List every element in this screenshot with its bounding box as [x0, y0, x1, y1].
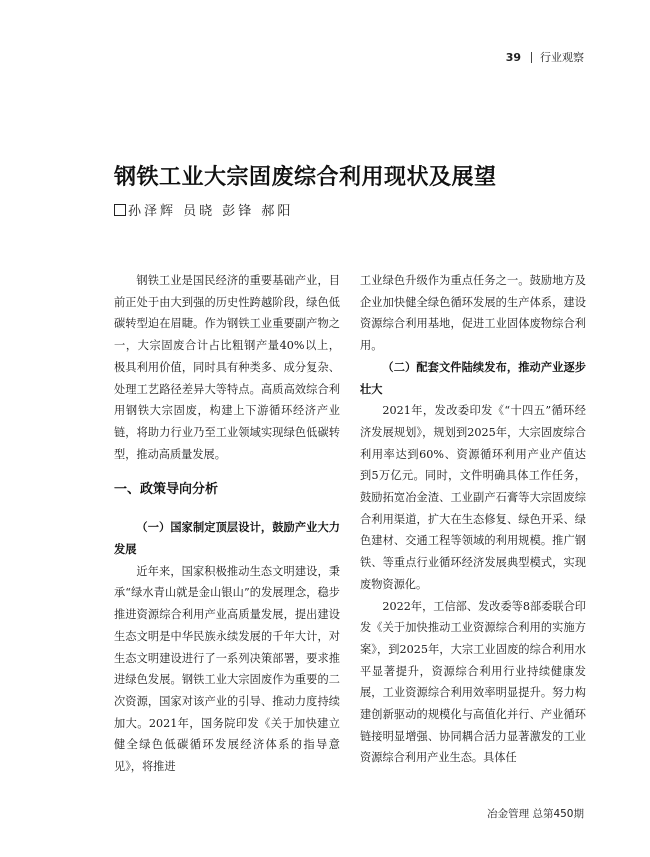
running-header	[506, 49, 584, 65]
authors: 孙泽辉 员晓 彭锋 郝阳	[128, 204, 294, 219]
left-column	[114, 270, 340, 778]
body-paragraph: 2022年，工信部、发改委等8部委联合印发《关于加快推动工业资源综合利用的实施方案》，到2025年，大宗工业固废的综合利用水平显著提升，资源综合利用行业持续健康发展，工业资源综合利用效率明显提升。努力构建创新驱动的规模化与高值化并行、产业循环链接明显增强、协同耦合活力显著激发的工业资源综合利用产业生态。具体任	[360, 599, 586, 765]
section-heading: 一、政策导向分析	[114, 482, 219, 498]
article-title: 钢铁工业大宗固废综合利用现状及展望	[114, 165, 497, 190]
subsection-heading: （一）国家制定顶层设计，鼓励产业大力发展	[114, 521, 340, 557]
section-label: 行业观察	[540, 51, 584, 64]
author-line	[114, 200, 293, 219]
page-number: 39	[505, 50, 521, 64]
subsection-heading: （二）配套文件陆续发布，推动产业逐步壮大	[360, 360, 586, 396]
body-paragraph-continued: 工业绿色升级作为重点任务之一。鼓励地方及企业加快健全绿色循环发展的生产体系，建设资源综合利用基地，促进工业固体废物综合利用。	[360, 274, 586, 353]
body-paragraph: 2021年，发改委印发《“十四五”循环经济发展规划》，规划到2025年，大宗固废综合利用率达到60%、资源循环利用产业产值达到5万亿元。同时，文件明确具体工作任务，鼓励拓宽冶金渣、工业副产石膏等大宗固废综合利用渠道，扩大在生态修复、绿色开采、绿色建材、交通工程等领域的利用规模。推广钢铁、等重点行业循环经济发展典型模式，实现废物资源化。	[360, 404, 586, 591]
right-column	[360, 270, 586, 769]
abstract-paragraph: 钢铁工业是国民经济的重要基础产业，目前正处于由大到强的历史性跨越阶段，绿色低碳转型迫在眉睫。作为钢铁工业重要副产物之一，大宗固废合计占比粗钢产量40%以上，极具利用价值，同时具有种类多、成分复杂、处理工艺路径差异大等特点。高质高效综合利用钢铁大宗固废，构建上下游循环经济产业链，将助力行业乃至工业领域实现绿色低碳转型，推动高质量发展。	[114, 274, 340, 461]
header-divider	[531, 52, 532, 63]
body-paragraph: 近年来，国家积极推动生态文明建设，秉承“绿水青山就是金山银山”的发展理念，稳步推进资源综合利用产业高质量发展，提出建设生态文明是中华民族永续发展的千年大计，对生态文明建设进行了一系列决策部署，要求推进绿色发展。钢铁工业大宗固废作为重要的二次资源，国家对该产业的引导、推动力度持续加大。2021年，国务院印发《关于加快建立健全绿色低碳循环发展经济体系的指导意见》，将推进	[114, 564, 340, 774]
running-footer: 冶金管理 总第450期	[487, 808, 584, 820]
author-box-icon	[114, 204, 126, 216]
